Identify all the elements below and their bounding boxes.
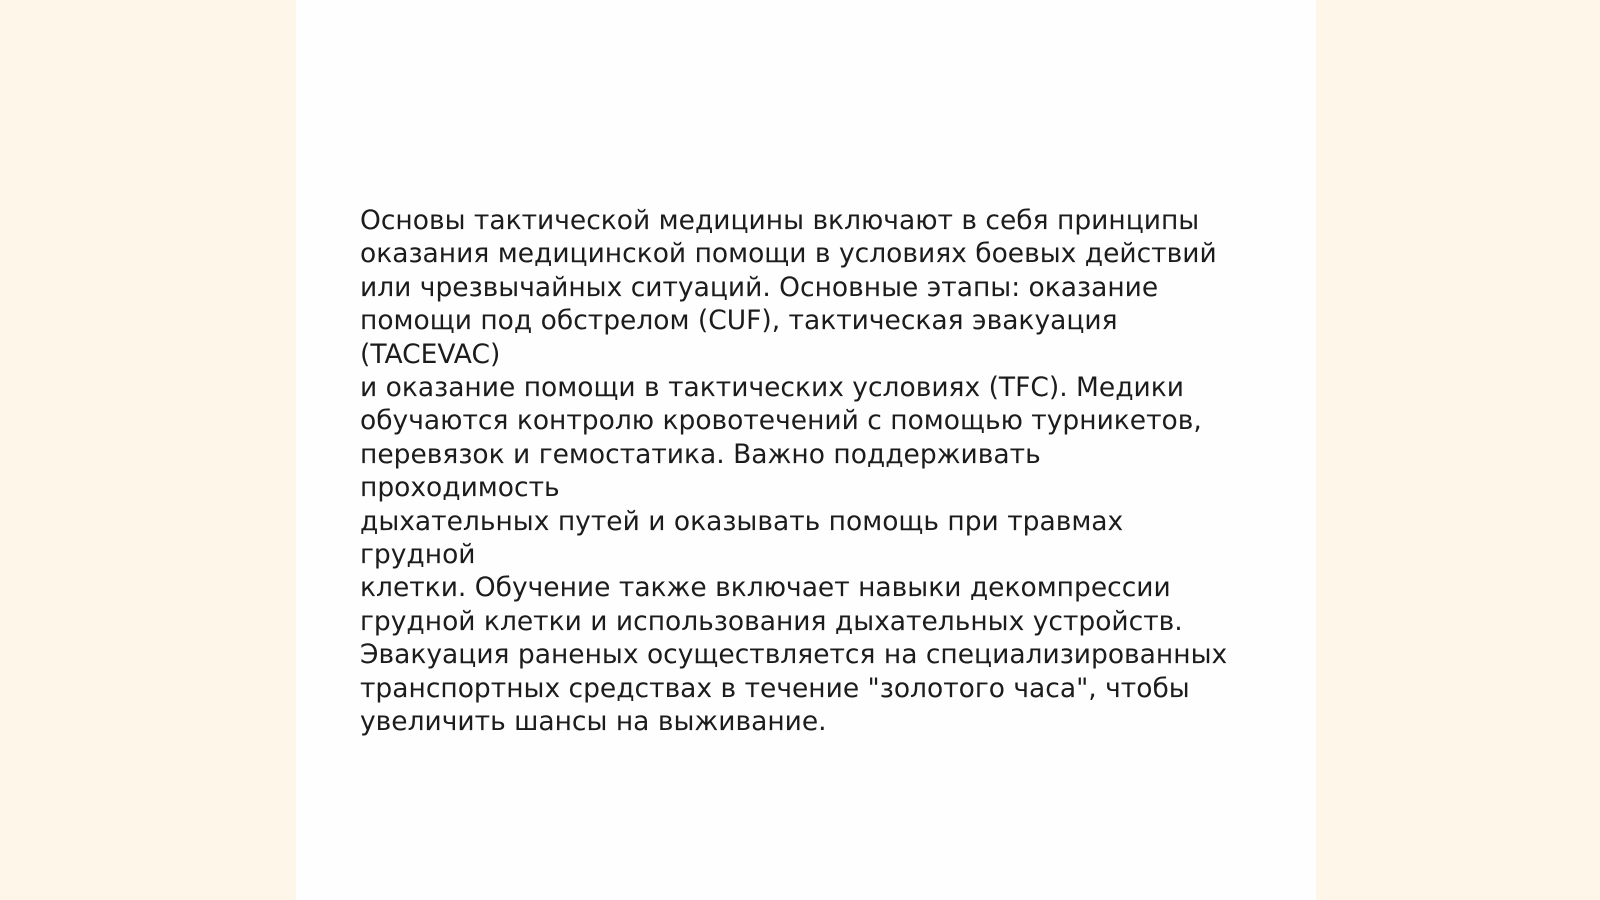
content-panel: [296, 0, 1316, 900]
body-paragraph: Основы тактической медицины включают в себя принципы оказания медицинской помощи в условиях боевых действий или чрезвычайных ситуаций. Основные этапы: оказание помощи под обстрелом (CUF), тактическая эвакуация (TACEVAC) и оказание помощи в тактических условиях (TFC). Медики обучаются контролю кровотечений с помощью турникетов, перевязок и гемостатика. Важно поддерживать проходимость дыхательных путей и оказывать помощь при травмах грудной клетки. Обучение также включает навыки декомпрессии грудной клетки и использования дыхательных устройств. Эвакуация раненых осуществляется на специализированных транспортных средствах в течение "золотого часа", чтобы увеличить шансы на выживание.: [360, 205, 1228, 738]
